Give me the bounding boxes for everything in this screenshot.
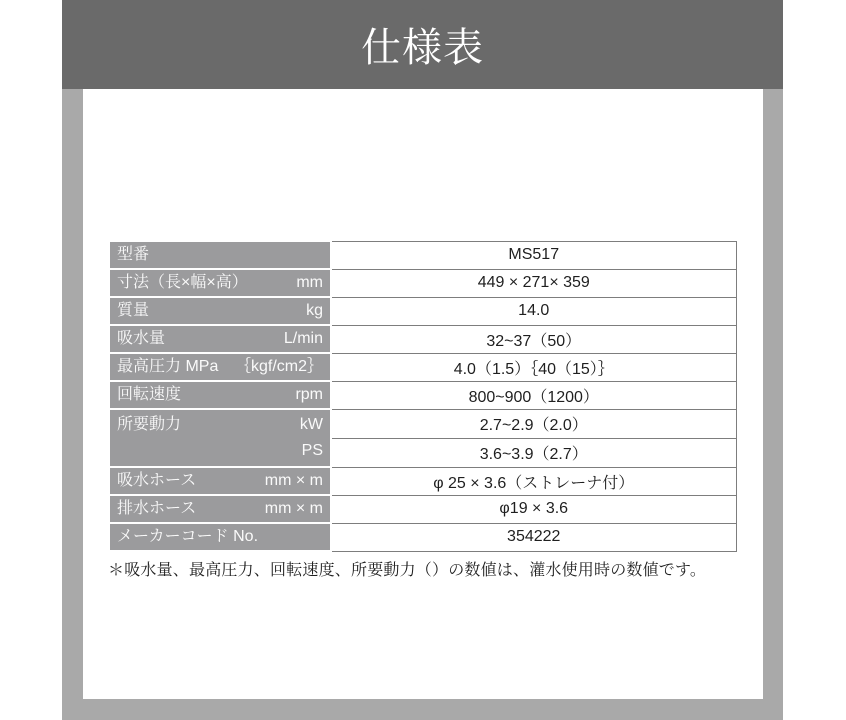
table-row xyxy=(109,467,736,495)
row-label: 最高圧力 MPa xyxy=(117,358,219,375)
row-unit: L/min xyxy=(283,330,323,347)
row-header xyxy=(109,297,331,325)
row-unit: mm × m xyxy=(264,500,323,517)
row-label: メーカーコード No. xyxy=(117,528,259,545)
row-header xyxy=(109,523,331,551)
row-value: φ 25 × 3.6（ストレーナ付） xyxy=(331,467,736,495)
table-row xyxy=(109,523,736,551)
row-header-merged xyxy=(109,409,331,467)
row-unit: ｛kgf/cm2｝ xyxy=(234,358,323,375)
row-label: 排水ホース xyxy=(117,500,197,517)
spec-card xyxy=(83,89,763,699)
table-row xyxy=(109,495,736,523)
table-row xyxy=(109,381,736,409)
row-header xyxy=(109,381,331,409)
row-label: 吸水ホース xyxy=(117,472,197,489)
row-value: MS517 xyxy=(331,241,736,269)
content-panel xyxy=(62,0,783,720)
row-label: 寸法（長×幅×高） xyxy=(117,274,248,291)
row-label: 吸水量 xyxy=(117,330,166,347)
row-value: 800~900（1200） xyxy=(331,381,736,409)
row-header xyxy=(109,495,331,523)
row-label: 所要動力 xyxy=(117,416,182,433)
row-header xyxy=(109,241,331,269)
table-row xyxy=(109,409,736,438)
page-header xyxy=(62,0,783,89)
row-value: 4.0（1.5）｛40（15）｝ xyxy=(331,353,736,381)
row-value: 32~37（50） xyxy=(331,325,736,353)
row-unit: mm × m xyxy=(264,472,323,489)
table-row xyxy=(109,241,736,269)
footnote: ＊吸水量、最高圧力、回転速度、所要動力（）の数値は、灌水使用時の数値です。 xyxy=(108,562,707,579)
row-header xyxy=(109,325,331,353)
row-unit: kW xyxy=(299,416,323,433)
row-value: 449 × 271× 359 xyxy=(331,269,736,297)
row-label: 回転速度 xyxy=(117,386,182,403)
table-row xyxy=(109,353,736,381)
row-value: 2.7~2.9（2.0） xyxy=(331,409,736,438)
row-header xyxy=(109,467,331,495)
row-label: 型番 xyxy=(117,246,150,263)
row-value: 354222 xyxy=(331,523,736,551)
table-row xyxy=(109,269,736,297)
row-unit: kg xyxy=(306,302,323,319)
row-label: 質量 xyxy=(117,302,150,319)
row-unit: PS xyxy=(301,442,323,459)
table-row xyxy=(109,325,736,353)
row-value: 14.0 xyxy=(331,297,736,325)
row-header xyxy=(109,353,331,381)
row-unit: mm xyxy=(296,274,323,291)
row-unit: rpm xyxy=(295,386,323,403)
spec-table xyxy=(108,240,737,552)
page-title: 仕様表 xyxy=(361,26,484,70)
row-header xyxy=(109,269,331,297)
table-row xyxy=(109,297,736,325)
row-value: φ19 × 3.6 xyxy=(331,495,736,523)
row-value: 3.6~3.9（2.7） xyxy=(331,438,736,467)
